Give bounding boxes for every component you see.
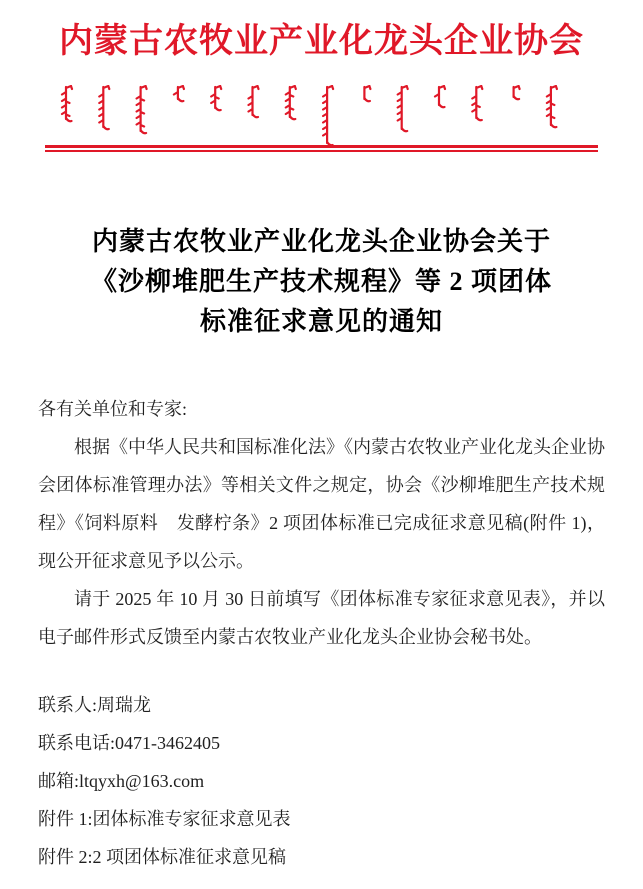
notice-title-line1: 内蒙古农牧业产业化龙头企业协会关于 (91, 227, 551, 256)
notice-title (38, 222, 605, 342)
attachment-2-line: 附件 2:2 项团体标准征求意见稿 (38, 847, 286, 867)
letterhead (0, 0, 643, 152)
paragraph-deadline: 请于 2025 年 10 月 30 日前填写《团体标准专家征求意见表》，并以电子邮件形式反馈至内蒙古农牧业产业化龙头企业协会秘书处。 (38, 589, 605, 647)
mongolian-script-text (0, 85, 643, 145)
paragraph-basis: 根据《中华人民共和国标准化法》《内蒙古农牧业产业化龙头企业协会团体标准管理办法》等相关文件之规定，协会《沙柳堆肥生产技术规程》《饲料原料 发酵柠条》2 项团体标准已完成征求意见稿(附件 1)，现公开征求意见予以公示。 (38, 437, 605, 571)
notice-title-line3: 标准征求意见的通知 (199, 307, 443, 336)
org-name-heading: 内蒙古农牧业产业化龙头企业协会 (59, 23, 584, 60)
salutation: 各有关单位和专家: (38, 399, 188, 419)
notice-title-line2: 《沙柳堆肥生产技术规程》等 2 项团体 (90, 267, 552, 296)
contact-phone: 联系电话:0471-3462405 (38, 733, 220, 753)
contact-email: 邮箱:ltqyxh@163.com (38, 771, 205, 791)
attachment-1-line: 附件 1:团体标准专家征求意见表 (38, 809, 291, 829)
contact-block (38, 686, 605, 876)
header-divider-rule (45, 145, 598, 152)
contact-person: 联系人:周瑞龙 (38, 695, 152, 715)
notice-body (0, 222, 643, 876)
